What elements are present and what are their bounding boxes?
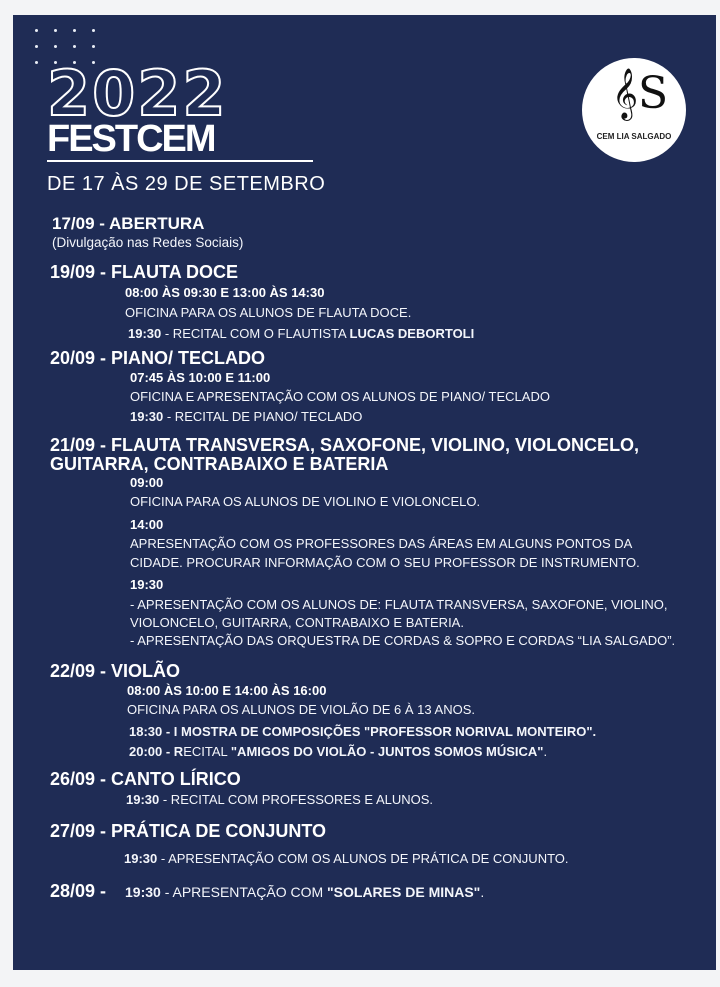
festival-poster <box>13 15 716 970</box>
recital-text: - RECITAL COM O FLAUTISTA <box>161 326 350 341</box>
event-dates: DE 17 ÀS 29 DE SETEMBRO <box>47 173 326 195</box>
item-text: - RECITAL COM PROFESSORES E ALUNOS. <box>159 792 434 807</box>
decorative-dot <box>35 29 38 32</box>
event-title-2109-line1: 21/09 - FLAUTA TRANSVERSA, SAXOFONE, VIOLINO, VIOLONCELO, <box>50 435 640 455</box>
event-title-1909: 19/09 - FLAUTA DOCE <box>50 262 239 282</box>
event-title-2609: 26/09 - CANTO LÍRICO <box>50 769 241 789</box>
logo-label: CEM LIA SALGADO <box>596 132 672 141</box>
poster-year: 2022 <box>47 57 228 130</box>
decorative-dot <box>54 29 57 32</box>
event-times-2009: 07:45 ÀS 10:00 E 11:00 <box>130 370 271 385</box>
decorative-dot <box>92 29 95 32</box>
event-desc-2109-3b: VIOLONCELO, GUITARRA, CONTRABAIXO E BATERIA. <box>130 615 464 630</box>
treble-clef-icon: 𝄞S <box>612 68 669 119</box>
event-time-2109-3: 19:30 <box>130 577 164 592</box>
item-name: "SOLARES DE MINAS" <box>327 884 481 900</box>
event-item2-2209 <box>129 744 547 759</box>
item-time: 20:00 - R <box>129 744 184 759</box>
event-desc-2109-3a: - APRESENTAÇÃO COM OS ALUNOS DE: FLAUTA TRANSVERSA, SAXOFONE, VIOLINO, <box>130 597 668 612</box>
event-time-2109-1: 09:00 <box>130 475 164 490</box>
decorative-dot <box>92 45 95 48</box>
event-title-1709: 17/09 - ABERTURA <box>52 214 205 233</box>
event-desc-2109-3c: - APRESENTAÇÃO DAS ORQUESTRA DE CORDAS & SOPRO E CORDAS “LIA SALGADO”. <box>130 633 676 648</box>
decorative-dot <box>73 29 76 32</box>
event-desc-2109-1: OFICINA PARA OS ALUNOS DE VIOLINO E VIOLONCELO. <box>130 494 481 509</box>
decorative-dot <box>54 45 57 48</box>
event-title-2709: 27/09 - PRÁTICA DE CONJUNTO <box>50 821 327 841</box>
event-time-2109-2: 14:00 <box>130 517 164 532</box>
decorative-dot <box>35 45 38 48</box>
recital-time: 19:30 <box>128 326 162 341</box>
recital-artist: LUCAS DEBORTOLI <box>349 326 475 341</box>
event-title-2809: 28/09 - <box>50 881 107 901</box>
cem-lia-salgado-logo <box>582 58 686 162</box>
event-recital-2009 <box>130 409 362 424</box>
decorative-dot <box>35 61 38 64</box>
event-line-2809 <box>125 884 484 900</box>
event-title-2009: 20/09 - PIANO/ TECLADO <box>50 348 266 368</box>
decorative-dot <box>73 45 76 48</box>
event-note-1709: (Divulgação nas Redes Sociais) <box>52 235 244 250</box>
item-name: "AMIGOS DO VIOLÃO - JUNTOS SOMOS MÚSICA" <box>230 744 544 759</box>
event-times-1909: 08:00 ÀS 09:30 E 13:00 ÀS 14:30 <box>125 285 325 300</box>
event-recital-1909 <box>128 326 474 341</box>
recital-text: - RECITAL DE PIANO/ TECLADO <box>163 409 363 424</box>
item-time: 19:30 <box>124 851 158 866</box>
event-line-2609 <box>126 792 433 807</box>
event-desc-1909: OFICINA PARA OS ALUNOS DE FLAUTA DOCE. <box>125 305 412 320</box>
item-end: . <box>543 744 548 759</box>
item-time: 18:30 <box>129 724 163 739</box>
event-desc-2109-2b: CIDADE. PROCURAR INFORMAÇÃO COM O SEU PROFESSOR DE INSTRUMENTO. <box>130 555 640 570</box>
item-text: ECITAL <box>183 744 231 759</box>
title-divider <box>47 160 313 162</box>
event-desc-2009: OFICINA E APRESENTAÇÃO COM OS ALUNOS DE PIANO/ TECLADO <box>130 389 550 404</box>
item-text: - APRESENTAÇÃO COM <box>160 884 328 900</box>
item-end: . <box>480 884 485 900</box>
event-title-2209: 22/09 - VIOLÃO <box>50 661 181 681</box>
event-item1-2209 <box>129 724 596 739</box>
event-line-2709 <box>124 851 569 866</box>
event-times-2209: 08:00 ÀS 10:00 E 14:00 ÀS 16:00 <box>127 683 327 698</box>
recital-time: 19:30 <box>130 409 164 424</box>
event-desc-2209: OFICINA PARA OS ALUNOS DE VIOLÃO DE 6 À 13 ANOS. <box>127 702 475 717</box>
event-desc-2109-2a: APRESENTAÇÃO COM OS PROFESSORES DAS ÁREAS EM ALGUNS PONTOS DA <box>130 536 633 551</box>
item-text: - I MOSTRA DE COMPOSIÇÕES "PROFESSOR NORIVAL MONTEIRO". <box>162 724 597 739</box>
item-time: 19:30 <box>126 792 160 807</box>
event-name: FESTCEM <box>47 118 215 160</box>
item-text: - APRESENTAÇÃO COM OS ALUNOS DE PRÁTICA DE CONJUNTO. <box>157 851 569 866</box>
item-time: 19:30 <box>125 884 161 900</box>
event-title-2109-line2: GUITARRA, CONTRABAIXO E BATERIA <box>50 454 389 474</box>
